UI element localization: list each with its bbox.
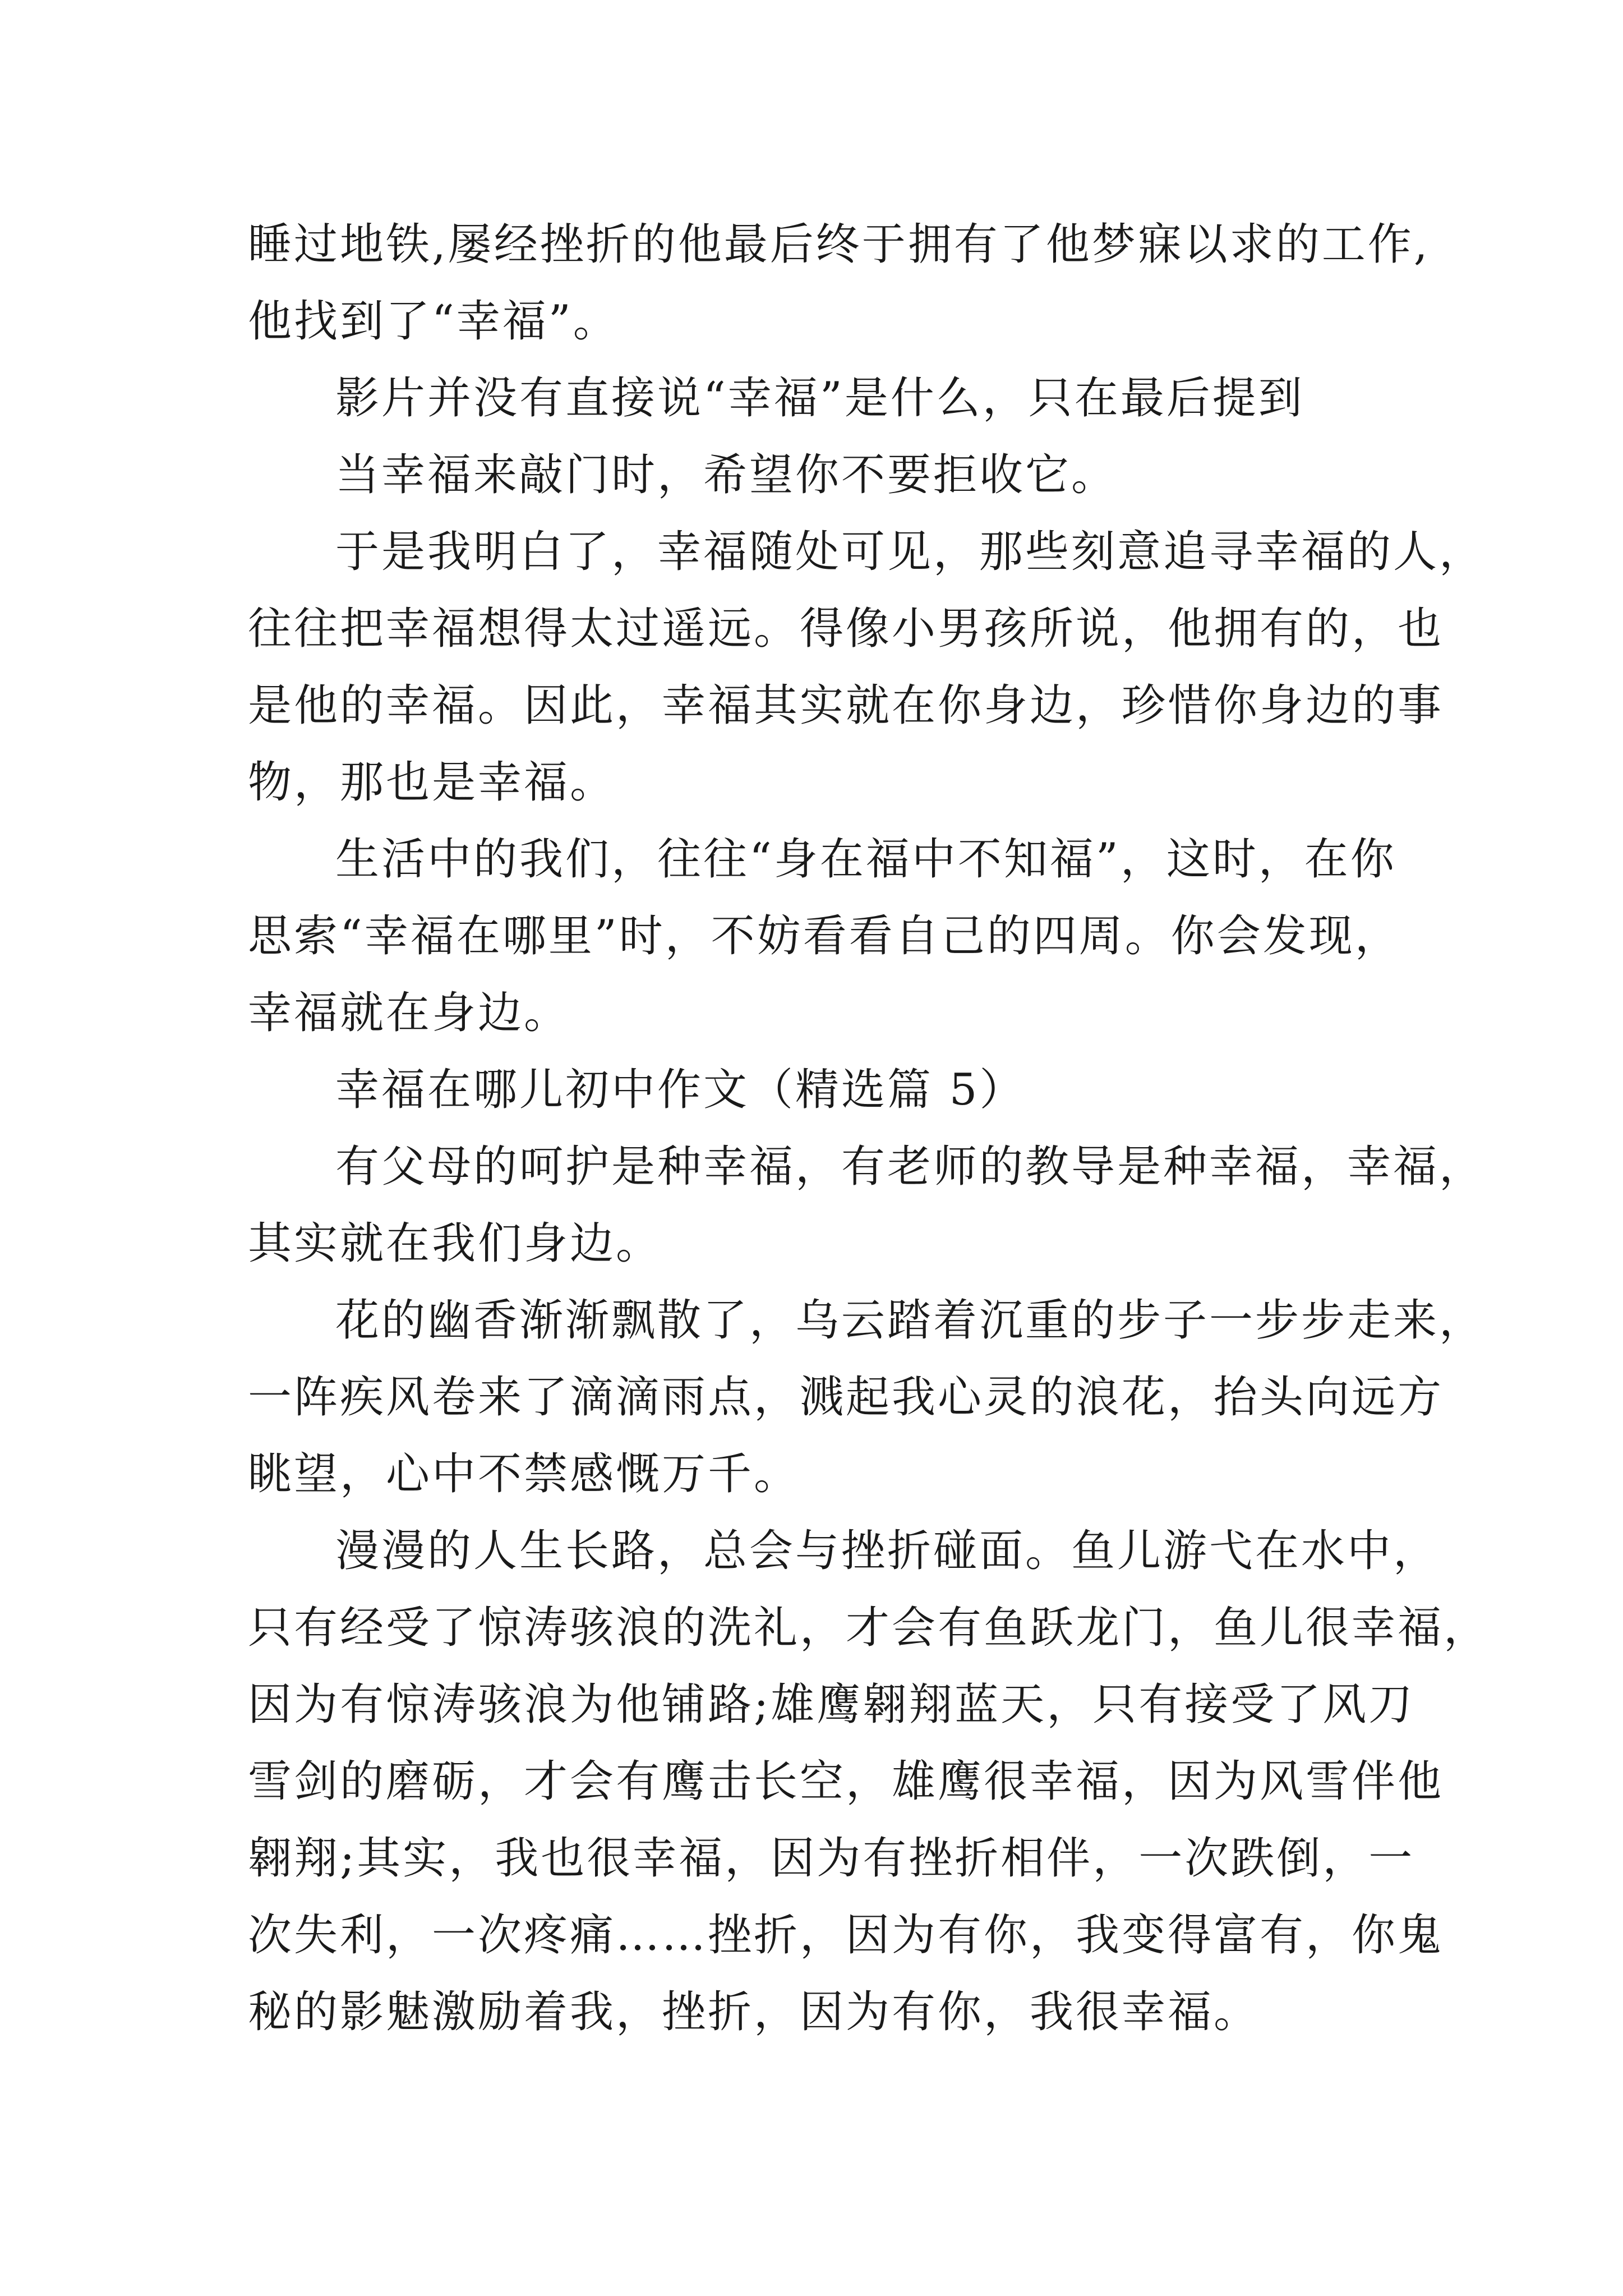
- text-line: 秘的影魅激励着我，挫折，因为有你，我很幸福。: [248, 1987, 1260, 2037]
- text-line: 是他的幸福。因此，幸福其实就在你身边，珍惜你身边的事: [248, 680, 1444, 731]
- text-line: 生活中的我们，往往“身在福中不知福”，这时，在你: [335, 834, 1396, 885]
- text-line: 他找到了“幸福”。: [248, 296, 619, 347]
- text-line: 睡过地铁,屡经挫折的他最后终于拥有了他梦寐以求的工作,: [248, 219, 1430, 270]
- section-heading: 幸福在哪儿初中作文（精选篇 5）: [335, 1065, 1026, 1115]
- text-line: 一阵疾风卷来了滴滴雨点，溅起我心灵的浪花，抬头向远方: [248, 1372, 1444, 1423]
- text-line: 雪剑的磨砺，才会有鹰击长空，雄鹰很幸福，因为风雪伴他: [248, 1756, 1444, 1807]
- text-line: 翱翔;其实，我也很幸福，因为有挫折相伴，一次跌倒，一: [248, 1833, 1415, 1884]
- text-line: 花的幽香渐渐飘散了，乌云踏着沉重的步子一步步走来，: [335, 1295, 1486, 1346]
- body-text: [248, 206, 1490, 2051]
- text-line: 往往把幸福想得太过遥远。得像小男孩所说，他拥有的，也: [248, 604, 1444, 654]
- text-line: 当幸福来敲门时，希望你不要拒收它。: [335, 450, 1118, 500]
- text-line: 其实就在我们身边。: [248, 1218, 662, 1269]
- text-line: 幸福就在身边。: [248, 988, 570, 1038]
- text-line: 于是我明白了，幸福随处可见，那些刻意追寻幸福的人，: [335, 527, 1486, 577]
- text-line: 只有经受了惊涛骇浪的洗礼，才会有鱼跃龙门，鱼儿很幸福，: [248, 1603, 1490, 1653]
- text-line: 眺望，心中不禁感慨万千。: [248, 1449, 800, 1499]
- text-line: 有父母的呵护是种幸福，有老师的教导是种幸福，幸福，: [335, 1142, 1486, 1192]
- text-line: 思索“幸福在哪里”时，不妨看看自己的四周。你会发现，: [248, 911, 1401, 961]
- text-line: 物，那也是幸福。: [248, 757, 616, 808]
- text-line: 因为有惊涛骇浪为他铺路;雄鹰翱翔蓝天，只有接受了风刀: [248, 1680, 1415, 1730]
- text-line: 次失利，一次疼痛……挫折，因为有你，我变得富有，你鬼: [248, 1910, 1444, 1961]
- text-line: 漫漫的人生长路，总会与挫折碰面。鱼儿游弋在水中，: [335, 1526, 1440, 1576]
- text-line: 影片并没有直接说“幸福”是什么，只在最后提到: [335, 373, 1304, 424]
